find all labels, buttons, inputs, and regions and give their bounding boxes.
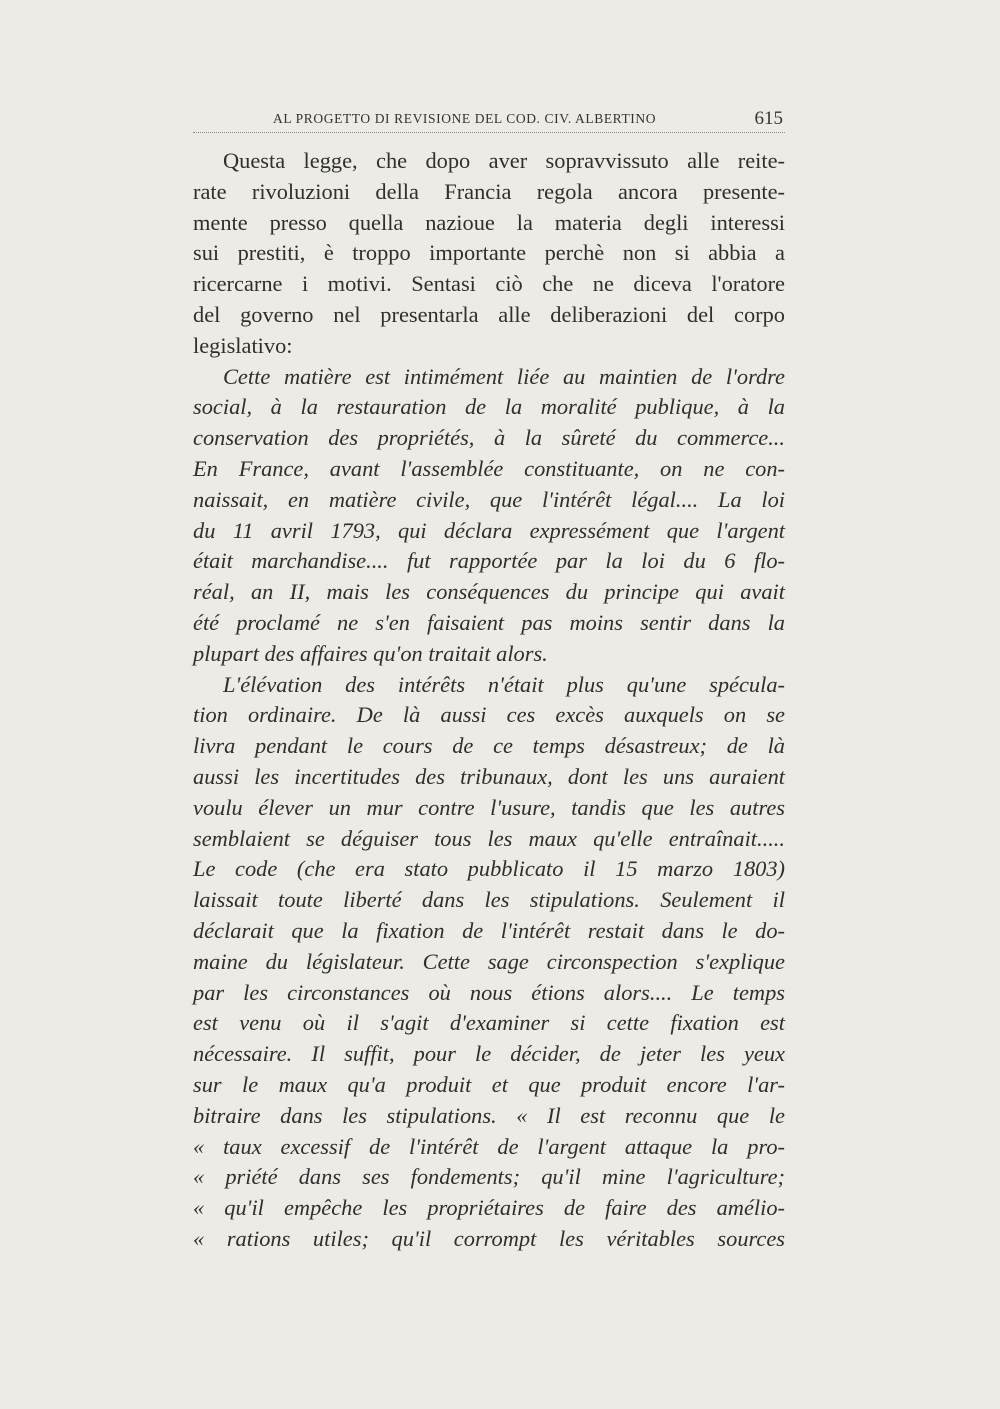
quote-line: « taux excessif de l'intérêt de l'argent attaque la pro- [193,1133,785,1159]
quote-line: « priété dans ses fondements; qu'il mine l'agriculture; [193,1164,785,1190]
quote-line: nécessaire. Il suffit, pour le décider, de jeter les yeux [193,1041,785,1067]
quote-line: livra pendant le cours de ce temps désastreux; de là [193,733,785,759]
text-line: ricercarne i motivi. Sentasi ciò che ne diceva l'oratore [193,271,785,297]
quote-line: réal, an II, mais les conséquences du principe qui avait [193,579,785,605]
quote-line: naissait, en matière civile, que l'intérêt légal.... La loi [193,486,785,512]
quote-line: conservation des propriétés, à la sûreté du commerce... [193,425,785,451]
quote-line: par les circonstances où nous étions alors.... Le temps [193,979,785,1005]
quote-line: aussi les incertitudes des tribunaux, dont les uns auraient [193,763,785,789]
text-line: Questa legge, che dopo aver sopravvissuto alle reite- [223,148,785,173]
quote-line: voulu élever un mur contre l'usure, tandis que les autres [193,794,785,820]
text-line: sui prestiti, è troppo importante perchè non si abbia a [193,240,785,266]
quote-line: « rations utiles; qu'il corrompt les véritables sources [193,1225,785,1251]
quote-line: été proclamé ne s'en faisaient pas moins sentir dans la [193,609,785,635]
quote-line: maine du législateur. Cette sage circonspection s'explique [193,948,785,974]
quote-line: tion ordinaire. De là aussi ces excès auxquels on se [193,702,785,728]
quote-line: déclarait que la fixation de l'intérêt restait dans le do- [193,917,785,943]
quote-line: L'élévation des intérêts n'était plus qu'une spécula- [223,671,785,697]
running-title: AL PROGETTO DI REVISIONE DEL COD. CIV. ALBERTINO [273,111,657,126]
quote-line: En France, avant l'assemblée constituante, on ne con- [193,455,785,481]
header-rule [193,132,785,133]
quote-line: plupart des affaires qu'on traitait alors. [193,640,548,666]
quote-line: sur le maux qu'a produit et que produit encore l'ar- [193,1071,785,1097]
quote-line: laissait toute liberté dans les stipulations. Seulement il [193,887,785,913]
text-line: legislativo: [193,332,293,358]
quote-line: « qu'il empêche les propriétaires de faire des amélio- [193,1195,785,1221]
page-number: 615 [754,108,783,129]
quote-line: Le code (che era stato pubblicato il 15 marzo 1803) [193,856,785,882]
quote-line: semblaient se déguiser tous les maux qu'elle entraînait..... [193,825,785,851]
quote-line: Cette matière est intimément liée au maintien de l'ordre [223,363,785,389]
quote-line: bitraire dans les stipulations. « Il est reconnu que le [193,1102,785,1128]
text-line: del governo nel presentarla alle deliberazioni del corpo [193,301,785,327]
body-text [193,146,785,1255]
quote-line: social, à la restauration de la moralité publique, à la [193,394,785,420]
quote-line: du 11 avril 1793, qui déclara expressément que l'argent [193,517,785,543]
quote-line: était marchandise.... fut rapportée par la loi du 6 flo- [193,548,785,574]
quote-line: est venu où il s'agit d'examiner si cette fixation est [193,1010,785,1036]
text-line: rate rivoluzioni della Francia regola ancora presente- [193,178,785,204]
text-line: mente presso quella nazioue la materia degli interessi [193,209,785,235]
